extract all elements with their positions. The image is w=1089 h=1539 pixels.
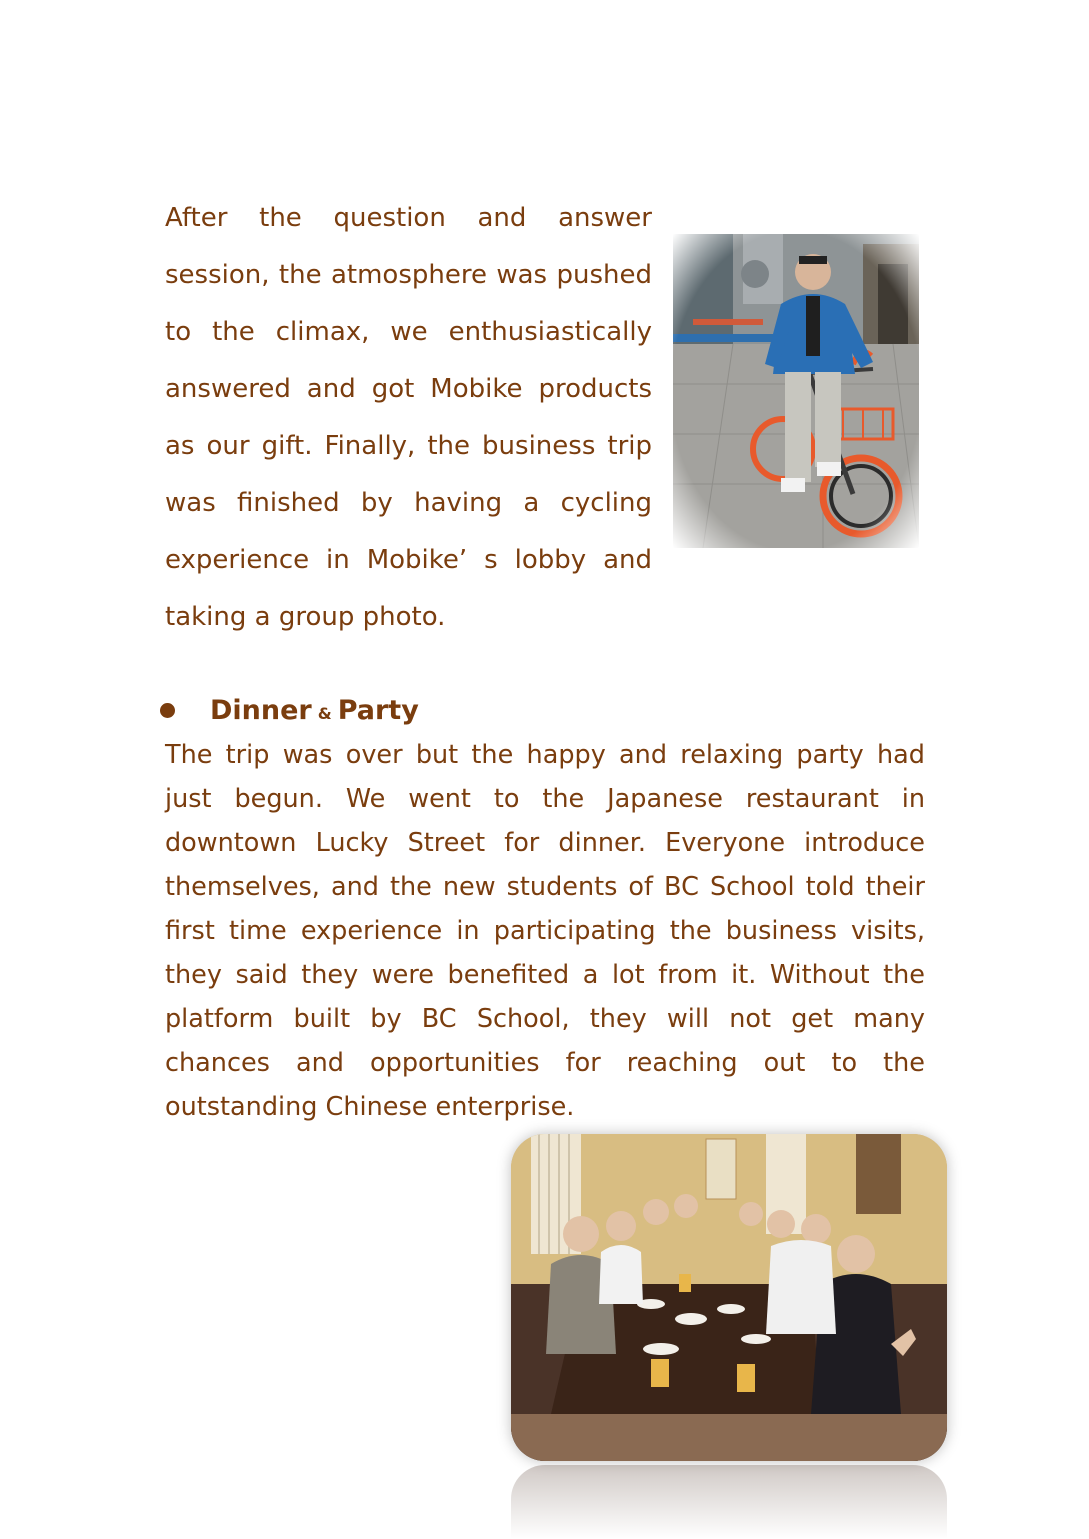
bullet-icon [160,703,175,718]
paragraph-mobike-visit: After the question and answer session, the atmosphere was pushed to the climax, we enthusiastically answered and got Mobike products as our gift. Finally, the business trip was finished by having a cycling experience in Mobike’ s lobby and taking a group photo. [165,203,652,632]
heading-ampersand: & [317,703,332,723]
section-heading-dinner-party [160,690,419,730]
heading-dinner: Dinner [210,694,312,726]
paragraph-dinner-party: The trip was over but the happy and relaxing party had just begun. We went to the Japanese restaurant in downtown Lucky Street for dinner. Everyone introduce themselves, and the new students of BC School told their first time experience in participating the business visits, they said they were benefited a lot from it. Without the platform built by BC School, they will not get many chances and opportunities for reaching out to the outstanding Chinese enterprise. [165,740,925,1122]
photo-reflection [511,1465,947,1539]
heading-party: Party [337,694,419,726]
photo-man-on-mobike [673,234,919,548]
photo-group-dinner [511,1134,947,1461]
